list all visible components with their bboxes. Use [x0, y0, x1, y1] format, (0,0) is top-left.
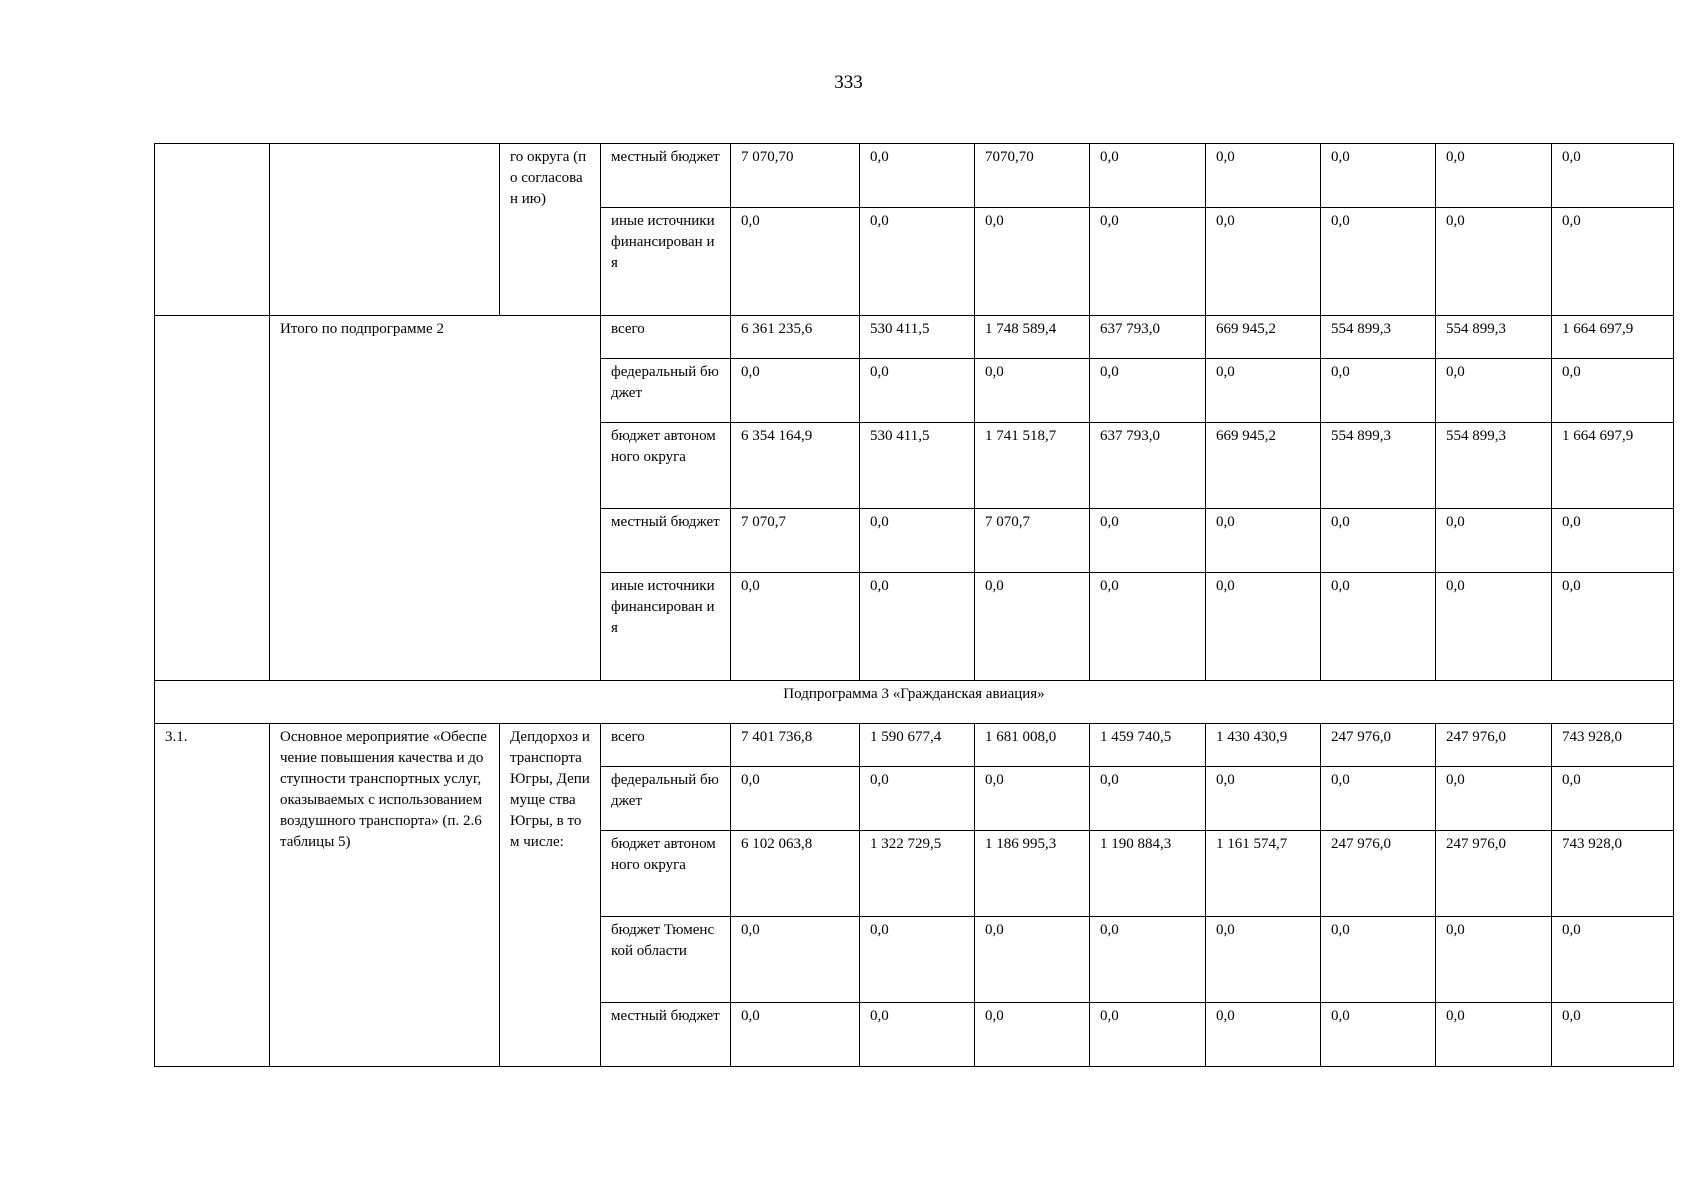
value-cell: 0,0 [860, 767, 975, 831]
value-cell: 1 590 677,4 [860, 724, 975, 767]
value-cell: 743 928,0 [1552, 831, 1674, 917]
table-row [155, 144, 1674, 208]
value-cell: 0,0 [860, 917, 975, 1003]
value-cell: 637 793,0 [1090, 423, 1206, 509]
value-cell: 0,0 [1436, 767, 1552, 831]
value-cell: 0,0 [731, 573, 860, 681]
value-cell: 1 430 430,9 [1206, 724, 1321, 767]
funding-source-cell: бюджет автономного округа [601, 423, 731, 509]
value-cell: 669 945,2 [1206, 423, 1321, 509]
value-cell: 0,0 [1206, 767, 1321, 831]
value-cell: 0,0 [1090, 509, 1206, 573]
value-cell: 0,0 [1436, 359, 1552, 423]
value-cell: 247 976,0 [1436, 831, 1552, 917]
funding-source-cell: бюджет автономного округа [601, 831, 731, 917]
value-cell: 0,0 [1552, 917, 1674, 1003]
funding-source-cell: иные источники финансирован ия [601, 573, 731, 681]
value-cell: 0,0 [1436, 144, 1552, 208]
value-cell: 0,0 [1552, 144, 1674, 208]
value-cell: 7 070,70 [731, 144, 860, 208]
value-cell: 247 976,0 [1321, 831, 1436, 917]
value-cell: 0,0 [975, 208, 1090, 316]
value-cell: 7 401 736,8 [731, 724, 860, 767]
value-cell: 743 928,0 [1552, 724, 1674, 767]
value-cell: 0,0 [1206, 573, 1321, 681]
value-cell: 1 459 740,5 [1090, 724, 1206, 767]
funding-source-cell: всего [601, 316, 731, 359]
funding-source-cell: местный бюджет [601, 509, 731, 573]
value-cell: 0,0 [1436, 509, 1552, 573]
number-cell [155, 144, 270, 316]
value-cell: 0,0 [1552, 767, 1674, 831]
value-cell: 669 945,2 [1206, 316, 1321, 359]
value-cell: 0,0 [1436, 573, 1552, 681]
value-cell: 0,0 [1090, 359, 1206, 423]
activity-title: Основное мероприятие «Обеспечение повышения качества и доступности транспортных услуг, оказываемых с использованием воздушного транспорта» (п. 2.6 таблицы 5) [270, 724, 500, 1067]
value-cell: 0,0 [731, 1003, 860, 1067]
value-cell: 6 102 063,8 [731, 831, 860, 917]
value-cell: 554 899,3 [1321, 316, 1436, 359]
value-cell: 0,0 [1090, 144, 1206, 208]
value-cell: 0,0 [1552, 359, 1674, 423]
value-cell: 0,0 [860, 208, 975, 316]
value-cell: 7070,70 [975, 144, 1090, 208]
value-cell: 7 070,7 [975, 509, 1090, 573]
value-cell: 0,0 [975, 917, 1090, 1003]
value-cell: 1 186 995,3 [975, 831, 1090, 917]
value-cell: 6 361 235,6 [731, 316, 860, 359]
value-cell: 0,0 [1552, 1003, 1674, 1067]
value-cell: 0,0 [975, 1003, 1090, 1067]
value-cell: 0,0 [1090, 917, 1206, 1003]
value-cell: 0,0 [860, 509, 975, 573]
value-cell: 0,0 [1552, 208, 1674, 316]
value-cell: 554 899,3 [1436, 423, 1552, 509]
value-cell: 530 411,5 [860, 316, 975, 359]
value-cell: 1 681 008,0 [975, 724, 1090, 767]
value-cell: 7 070,7 [731, 509, 860, 573]
value-cell: 0,0 [1206, 1003, 1321, 1067]
funding-source-cell: местный бюджет [601, 144, 731, 208]
table-body [155, 144, 1674, 1067]
value-cell: 554 899,3 [1321, 423, 1436, 509]
value-cell: 0,0 [1090, 1003, 1206, 1067]
funding-source-cell: федеральный бюджет [601, 359, 731, 423]
value-cell: 0,0 [1206, 144, 1321, 208]
value-cell: 0,0 [1090, 573, 1206, 681]
value-cell: 247 976,0 [1436, 724, 1552, 767]
value-cell: 0,0 [1321, 144, 1436, 208]
value-cell: 0,0 [1552, 509, 1674, 573]
funding-source-cell: местный бюджет [601, 1003, 731, 1067]
value-cell: 0,0 [731, 767, 860, 831]
activity-executor: Депдорхоз и транспорта Югры, Депимуще ства Югры, в том числе: [500, 724, 601, 1067]
value-cell: 247 976,0 [1321, 724, 1436, 767]
table-row [155, 724, 1674, 767]
value-cell: 1 190 884,3 [1090, 831, 1206, 917]
table-row [155, 316, 1674, 359]
value-cell: 0,0 [1090, 208, 1206, 316]
funding-source-cell: всего [601, 724, 731, 767]
activity-number: 3.1. [155, 724, 270, 1067]
value-cell: 0,0 [1321, 767, 1436, 831]
value-cell: 0,0 [1206, 208, 1321, 316]
budget-table [154, 143, 1674, 1067]
value-cell: 0,0 [975, 359, 1090, 423]
value-cell: 0,0 [1321, 573, 1436, 681]
value-cell: 0,0 [860, 1003, 975, 1067]
page-number: 333 [834, 72, 863, 93]
value-cell: 0,0 [975, 767, 1090, 831]
value-cell: 0,0 [1321, 359, 1436, 423]
value-cell: 0,0 [975, 573, 1090, 681]
value-cell: 0,0 [731, 917, 860, 1003]
value-cell: 0,0 [731, 359, 860, 423]
value-cell: 0,0 [1552, 573, 1674, 681]
number-cell [155, 316, 270, 681]
value-cell: 0,0 [860, 144, 975, 208]
value-cell: 0,0 [1436, 1003, 1552, 1067]
value-cell: 0,0 [1321, 1003, 1436, 1067]
value-cell: 530 411,5 [860, 423, 975, 509]
subtotal-title: Итого по подпрограмме 2 [270, 316, 601, 681]
subprogram-heading: Подпрограмма 3 «Гражданская авиация» [155, 681, 1674, 724]
value-cell: 0,0 [1090, 767, 1206, 831]
value-cell: 0,0 [1206, 917, 1321, 1003]
value-cell: 0,0 [1321, 917, 1436, 1003]
title-cell [270, 144, 500, 316]
value-cell: 0,0 [1321, 208, 1436, 316]
value-cell: 1 322 729,5 [860, 831, 975, 917]
funding-source-cell: федеральный бюджет [601, 767, 731, 831]
value-cell: 1 748 589,4 [975, 316, 1090, 359]
value-cell: 554 899,3 [1436, 316, 1552, 359]
value-cell: 1 664 697,9 [1552, 423, 1674, 509]
value-cell: 1 664 697,9 [1552, 316, 1674, 359]
value-cell: 1 741 518,7 [975, 423, 1090, 509]
value-cell: 1 161 574,7 [1206, 831, 1321, 917]
value-cell: 637 793,0 [1090, 316, 1206, 359]
value-cell: 0,0 [860, 359, 975, 423]
value-cell: 0,0 [1206, 509, 1321, 573]
funding-source-cell: бюджет Тюменской области [601, 917, 731, 1003]
value-cell: 6 354 164,9 [731, 423, 860, 509]
value-cell: 0,0 [731, 208, 860, 316]
value-cell: 0,0 [860, 573, 975, 681]
funding-source-cell: иные источники финансирован ия [601, 208, 731, 316]
value-cell: 0,0 [1206, 359, 1321, 423]
executor-cell: го округа (по согласован ию) [500, 144, 601, 316]
value-cell: 0,0 [1436, 208, 1552, 316]
value-cell: 0,0 [1321, 509, 1436, 573]
value-cell: 0,0 [1436, 917, 1552, 1003]
table-row [155, 681, 1674, 724]
